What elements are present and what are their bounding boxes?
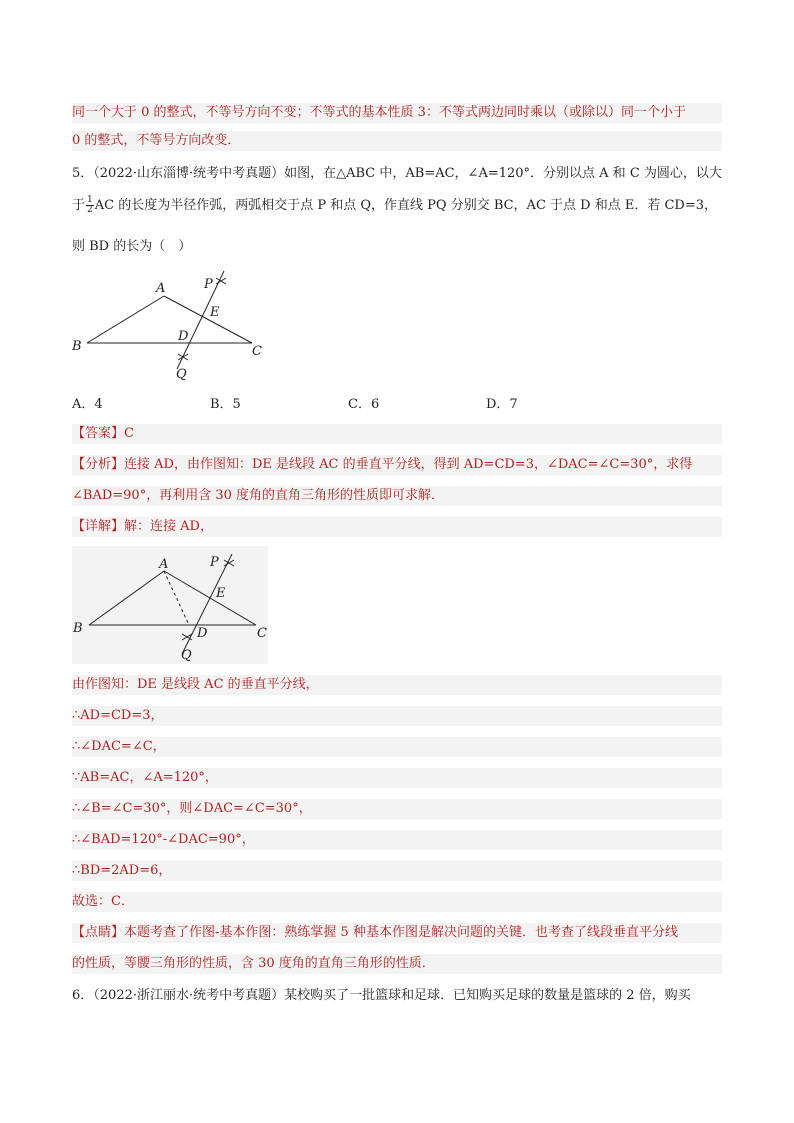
fraction-numerator: 1 <box>87 195 93 205</box>
line-pq <box>177 271 224 369</box>
label-p: P <box>204 277 213 292</box>
fraction-one-half <box>86 196 94 215</box>
arc-mark-q <box>178 354 188 360</box>
detail-step-6: ∴∠BAD=120°-∠DAC=90°， <box>72 830 722 850</box>
segment-ba <box>89 571 164 625</box>
option-d: D．7 <box>486 397 518 412</box>
label-b: B <box>73 621 83 636</box>
label-a: A <box>156 281 166 296</box>
question-5-line-2-prefix: 于 <box>72 198 86 213</box>
answer-line <box>72 424 722 444</box>
option-c: C．6 <box>348 397 380 412</box>
detail-step-4: ∵AB=AC，∠A=120°， <box>72 768 722 788</box>
label-c: C <box>252 344 262 359</box>
detail-text-1: 解：连接 AD， <box>124 519 213 534</box>
label-c: C <box>257 626 267 641</box>
question-5-line-2-text: AC 的长度为半径作弧，两弧相交于点 P 和点 Q，作直线 PQ 分别交 BC，AC 于点 D 和点 E．若 CD=3， <box>94 198 718 213</box>
comment-line-1 <box>72 923 722 943</box>
analysis-line-2: ∠BAD=90°，再利用含 30 度角的直角三角形的性质即可求解． <box>72 486 722 506</box>
segment-ba <box>87 296 164 343</box>
arc-mark-p <box>216 278 226 284</box>
label-d: D <box>197 626 208 641</box>
detail-step-3: ∴∠DAC=∠C， <box>72 737 722 757</box>
solution-figure <box>66 546 276 664</box>
label-q: Q <box>176 367 187 382</box>
label-e: E <box>216 586 226 601</box>
detail-step-2: ∴AD=CD=3， <box>72 706 722 726</box>
question-6-line-1: 6．（2022·浙江丽水·统考中考真题）某校购买了一批篮球和足球．已知购买足球的数量是篮球的 2 倍，购买 <box>72 988 691 1003</box>
intro-line-1: 同一个大于 0 的整式，不等号方向不变；不等式的基本性质 3：不等式两边同时乘以（或除以）同一个小于 <box>72 103 722 123</box>
label-e: E <box>210 305 220 320</box>
label-b: B <box>72 339 82 354</box>
option-b: B．5 <box>210 397 241 412</box>
detail-line-1 <box>72 517 722 537</box>
option-a: A．4 <box>72 397 103 412</box>
label-q: Q <box>181 648 192 663</box>
comment-tag: 【点睛】 <box>72 925 125 940</box>
label-a: A <box>159 557 169 572</box>
fraction-denominator: 2 <box>87 205 93 215</box>
question-5-line-2 <box>72 196 722 216</box>
detail-tag: 【详解】 <box>72 519 125 534</box>
triangle-figure <box>66 266 276 384</box>
answer-text: C <box>124 426 134 441</box>
detail-step-8: 故选：C． <box>72 892 722 912</box>
detail-step-7: ∴BD=2AD=6， <box>72 861 722 881</box>
question-5-line-3: 则 BD 的长为（ ） <box>72 239 192 254</box>
analysis-text-1: 连接 AD，由作图知：DE 是线段 AC 的垂直平分线，得到 AD=CD=3，∠DAC=∠C=30°，求得 <box>124 457 693 472</box>
detail-step-1: 由作图知：DE 是线段 AC 的垂直平分线， <box>72 675 722 695</box>
detail-step-5: ∴∠B=∠C=30°，则∠DAC=∠C=30°， <box>72 799 722 819</box>
label-d: D <box>178 329 189 344</box>
comment-text-1: 本题考查了作图-基本作图：熟练掌握 5 种基本作图是解决问题的关键．也考查了线段垂直平分线 <box>124 925 678 940</box>
label-p: P <box>210 555 219 570</box>
intro-line-2: 0 的整式，不等号方向改变． <box>72 131 722 151</box>
question-5-line-1: 5．（2022·山东淄博·统考中考真题）如图，在△ABC 中，AB=AC，∠A=120°．分别以点 A 和 C 为圆心，以大 <box>72 166 722 181</box>
answer-tag: 【答案】 <box>72 426 125 441</box>
analysis-tag: 【分析】 <box>72 457 125 472</box>
segment-ad-dashed <box>164 571 189 625</box>
analysis-line-1 <box>72 455 722 475</box>
comment-line-2: 的性质，等腰三角形的性质，含 30 度角的直角三角形的性质． <box>72 954 722 974</box>
